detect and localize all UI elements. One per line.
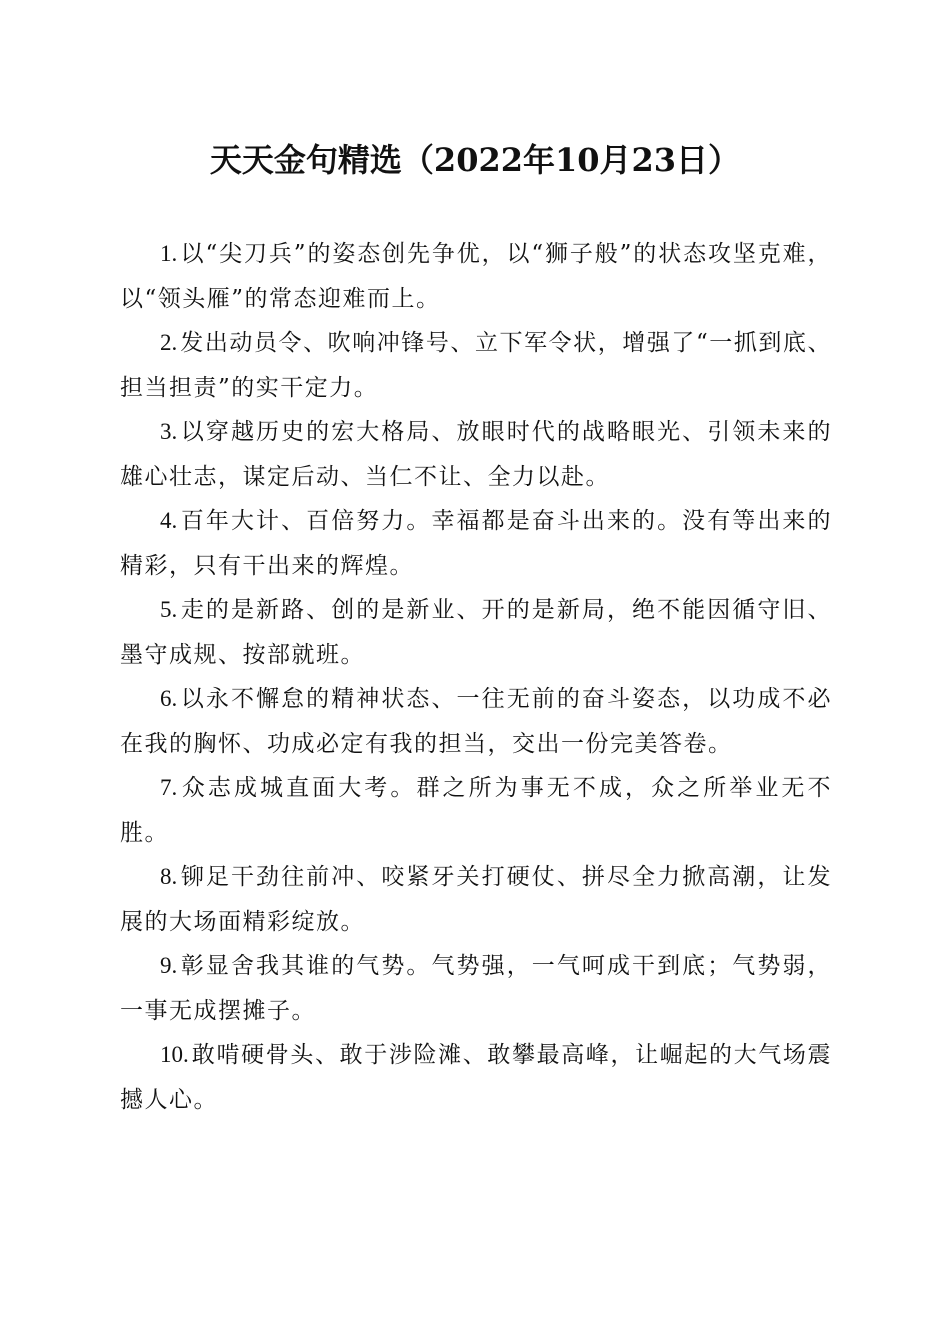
quote-number: 6. <box>160 686 178 711</box>
document-title: 天天金句精选（2022年10月23日） <box>209 141 741 179</box>
quote-text: 以“尖刀兵”的姿态创先争优，以“狮子般”的状态攻坚克难，以“领头雁”的常态迎难而上。 <box>120 241 832 312</box>
quote-number: 3. <box>160 419 178 444</box>
quote-item <box>120 588 832 677</box>
quote-text: 众志成城直面大考。群之所为事无不成，众之所举业无不胜。 <box>120 775 832 846</box>
quote-item <box>120 944 832 1033</box>
quote-text: 百年大计、百倍努力。幸福都是奋斗出来的。没有等出来的精彩，只有干出来的辉煌。 <box>120 508 832 579</box>
quote-item <box>120 499 832 588</box>
quote-item <box>120 410 832 499</box>
quote-text: 敢啃硬骨头、敢于涉险滩、敢攀最高峰，让崛起的大气场震撼人心。 <box>120 1042 832 1113</box>
quote-text: 发出动员令、吹响冲锋号、立下军令状，增强了“一抓到底、担当担责”的实干定力。 <box>120 330 832 401</box>
quote-text: 走的是新路、创的是新业、开的是新局，绝不能因循守旧、墨守成规、按部就班。 <box>120 597 832 668</box>
quote-item <box>120 321 832 410</box>
quote-number: 4. <box>160 508 178 533</box>
quote-item <box>120 677 832 766</box>
quote-item <box>120 232 832 321</box>
quote-number: 1. <box>160 241 178 266</box>
quote-number: 5. <box>160 597 178 622</box>
quote-text: 以永不懈怠的精神状态、一往无前的奋斗姿态，以功成不必在我的胸怀、功成必定有我的担当，交出一份完美答卷。 <box>120 686 832 757</box>
quote-number: 8. <box>160 864 178 889</box>
quote-item <box>120 766 832 855</box>
quote-text: 以穿越历史的宏大格局、放眼时代的战略眼光、引领未来的雄心壮志，谋定后动、当仁不让、全力以赴。 <box>120 419 832 490</box>
quote-number: 9. <box>160 953 178 978</box>
quote-item <box>120 1033 832 1122</box>
quote-number: 10. <box>160 1042 189 1067</box>
quote-text: 铆足干劲往前冲、咬紧牙关打硬仗、拼尽全力掀高潮，让发展的大场面精彩绽放。 <box>120 864 832 935</box>
quote-number: 7. <box>160 775 178 800</box>
quote-item <box>120 855 832 944</box>
quote-number: 2. <box>160 330 178 355</box>
quote-text: 彰显舍我其谁的气势。气势强，一气呵成干到底；气势弱，一事无成摆摊子。 <box>120 953 832 1024</box>
quote-list <box>120 232 832 1122</box>
